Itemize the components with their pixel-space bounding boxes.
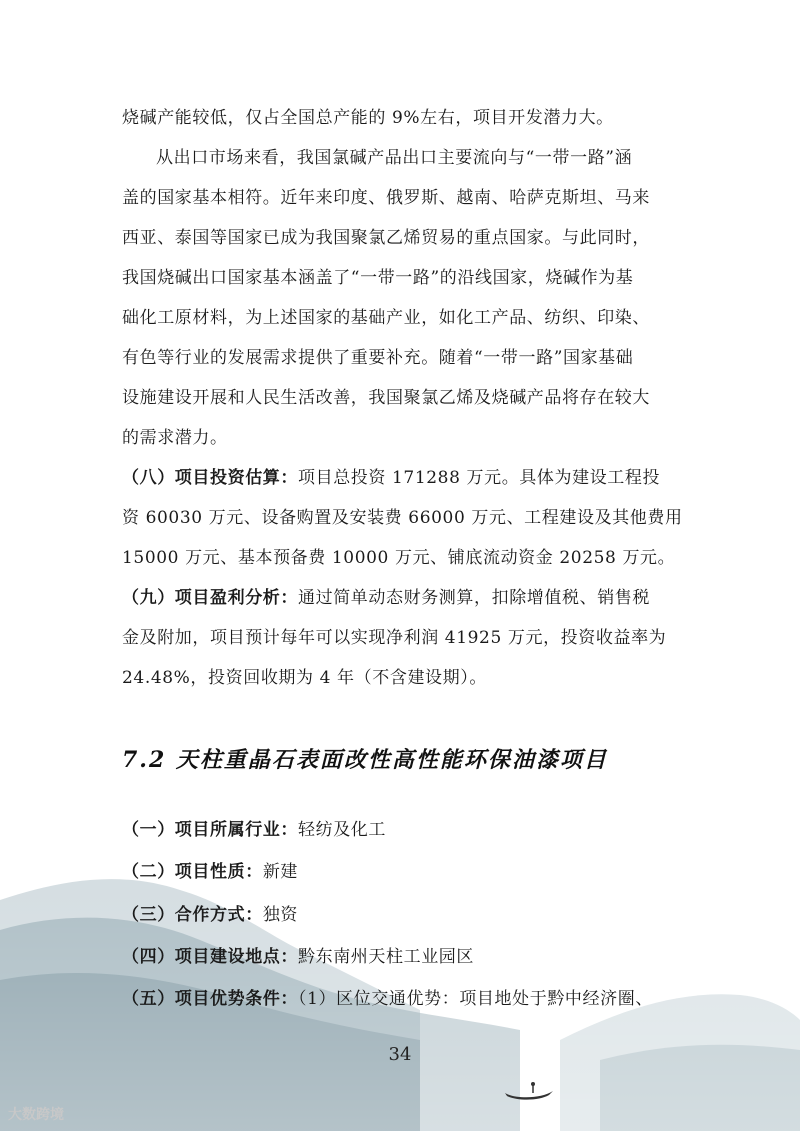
list-item: （五）项目优势条件：（1）区位交通优势：项目地处于黔中经济圈、 — [122, 989, 653, 1009]
paragraph — [122, 578, 678, 698]
watermark: 大数跨境 — [8, 1107, 64, 1123]
page-number: 34 — [388, 1044, 412, 1065]
list-item: （一）项目所属行业：轻纺及化工 — [122, 820, 386, 840]
text-line: （九）项目盈利分析：通过简单动态财务测算，扣除增值税、销售税 — [122, 588, 650, 608]
text-line: 设施建设开展和人民生活改善，我国聚氯乙烯及烧碱产品将存在较大 — [122, 388, 650, 408]
list-item: （二）项目性质：新建 — [122, 862, 299, 882]
heading-label: （八）项目投资估算： — [122, 468, 298, 488]
text-line: 24.48%，投资回收期为 4 年（不含建设期）。 — [122, 668, 487, 688]
text-line: 从出口市场来看，我国氯碱产品出口主要流向与“一带一路”涵 — [156, 148, 633, 168]
heading-label: （九）项目盈利分析： — [122, 588, 298, 608]
body-text — [122, 98, 683, 698]
text-line: 15000 万元、基本预备费 10000 万元、铺底流动资金 20258 万元。 — [122, 548, 676, 568]
text-line: （八）项目投资估算：项目总投资 171288 万元。具体为建设工程投 — [122, 468, 661, 488]
text-line: 资 60030 万元、设备购置及安装费 66000 万元、工程建设及其他费用 — [122, 508, 683, 528]
text-line: 西亚、泰国等国家已成为我国聚氯乙烯贸易的重点国家。与此同时， — [122, 228, 650, 248]
paragraph — [122, 458, 683, 578]
paragraph — [122, 98, 678, 138]
list-item: （三）合作方式：独资 — [122, 905, 299, 925]
text-line: 我国烧碱出口国家基本涵盖了“一带一路”的沿线国家，烧碱作为基 — [122, 268, 634, 288]
text-line: 烧碱产能较低，仅占全国总产能的 9%左右，项目开发潜力大。 — [122, 108, 614, 128]
text-line: 有色等行业的发展需求提供了重要补充。随着“一带一路”国家基础 — [122, 348, 634, 368]
list-item: （四）项目建设地点：黔东南州天柱工业园区 — [122, 947, 474, 967]
text-line: 的需求潜力。 — [122, 428, 228, 448]
paragraph — [122, 138, 678, 458]
section-title: 7.2 天柱重晶石表面改性高性能环保油漆项目 — [122, 747, 608, 773]
text-line: 盖的国家基本相符。近年来印度、俄罗斯、越南、哈萨克斯坦、马来 — [122, 188, 650, 208]
text-line: 础化工原材料，为上述国家的基础产业，如化工产品、纺织、印染、 — [122, 308, 650, 328]
text-line: 金及附加，项目预计每年可以实现净利润 41925 万元，投资收益率为 — [122, 628, 667, 648]
